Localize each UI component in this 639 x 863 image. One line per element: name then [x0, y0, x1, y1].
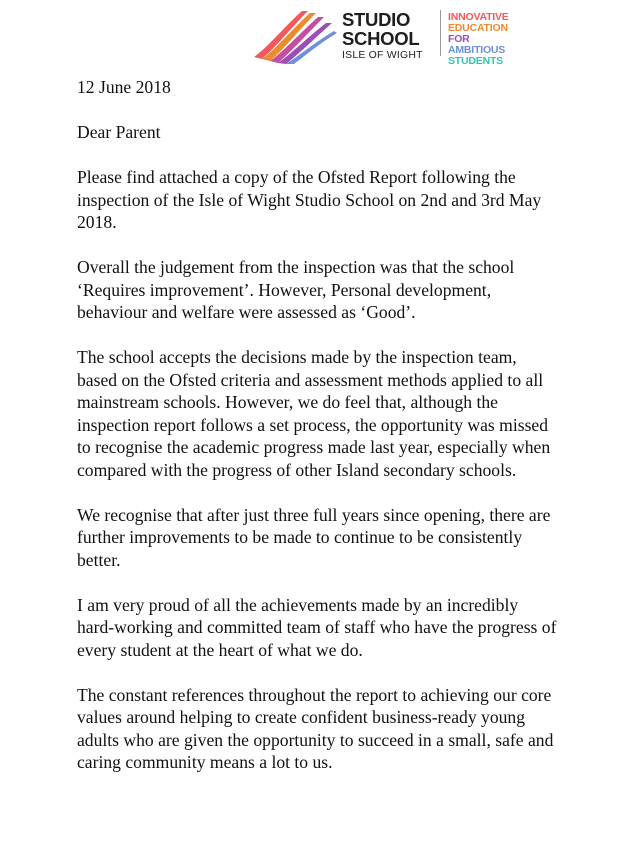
header-divider: [440, 10, 441, 56]
letter-paragraph: I am very proud of all the achievements made by an incredibly hard-working and committed team of staff who have the progress of every student at the heart of what we do.: [77, 594, 557, 660]
school-tagline: [448, 12, 509, 67]
school-name: [342, 11, 423, 61]
letter-paragraph: Overall the judgement from the inspection was that the school ‘Requires improvement’. However, Personal development, behaviour and welfare were assessed as ‘Good’.: [77, 257, 515, 322]
school-name-line1: STUDIO: [342, 9, 411, 30]
letter-paragraph: We recognise that after just three full years since opening, there are further improvements to be made to continue to be consistently better.: [77, 504, 551, 570]
school-name-line2: SCHOOL: [342, 27, 420, 49]
letter-body: [77, 76, 557, 796]
letter-paragraph: Please find attached a copy of the Ofsted Report following the inspection of the Isle of Wight Studio School on 2nd and 3rd May 2018.: [77, 167, 542, 232]
tagline-line3-ambitious: AMBITIOUS: [448, 44, 506, 56]
school-location: ISLE OF WIGHT: [342, 49, 423, 61]
letter-salutation: Dear Parent: [77, 122, 161, 142]
letter-paragraph: The constant references throughout the report to achieving our core values around helping to create confident business-ready young adults who are given the opportunity to succeed in a small, safe and caring community means a lot to us.: [77, 684, 554, 772]
letter-date: 12 June 2018: [77, 77, 171, 97]
tagline-line3: [448, 34, 509, 56]
tagline-line3-for: FOR: [448, 33, 470, 45]
tagline-line1: INNOVATIVE: [448, 11, 509, 23]
striped-swoosh-icon: [250, 7, 338, 65]
letter-paragraph: The school accepts the decisions made by the inspection team, based on the Ofsted criteria and assessment methods applied to all mainstream schools. However, we do feel that, although the inspection report follows a set process, the opportunity was missed to recognise the academic progress made last year, especially when compared with the progress of other Island secondary schools.: [77, 347, 551, 480]
tagline-line2: EDUCATION: [448, 22, 508, 34]
letterhead: [250, 7, 550, 65]
tagline-line4: STUDENTS: [448, 55, 503, 67]
